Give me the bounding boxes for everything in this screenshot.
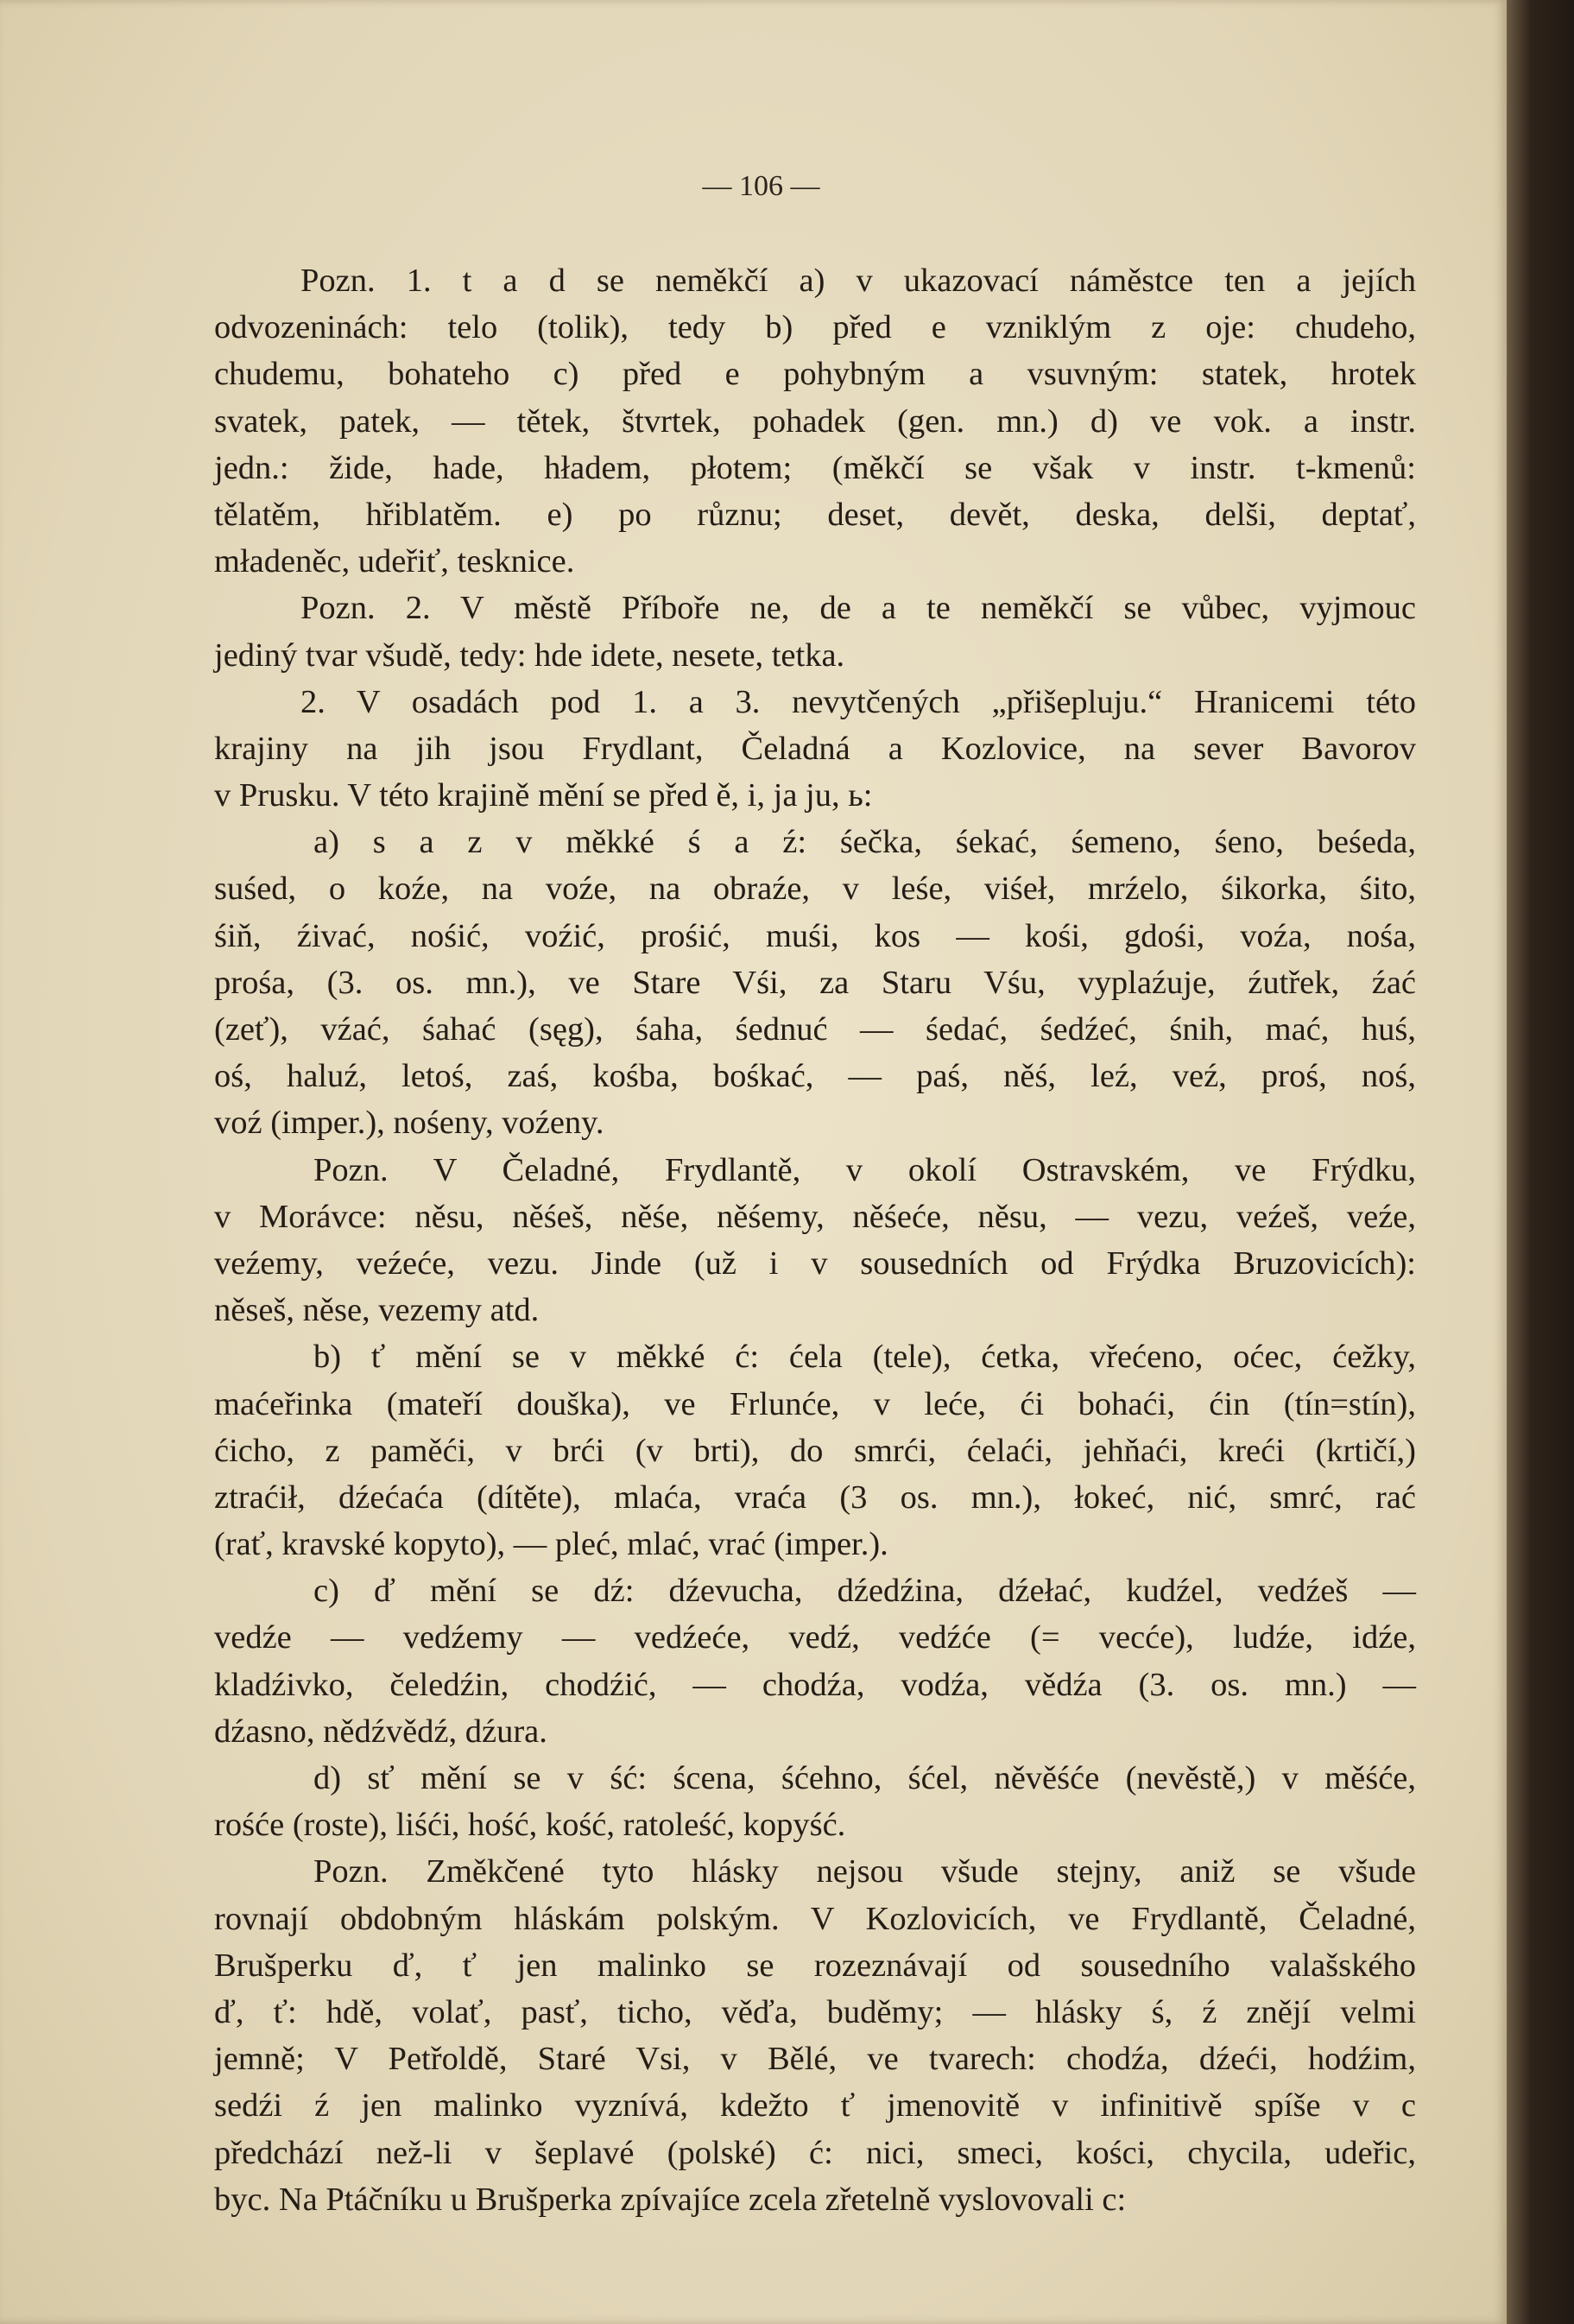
- book-spine: [1507, 0, 1574, 2324]
- text-line: ď, ť: hdě, volať, pasť, ticho, věďa, buděmy; — hlásky ś, ź znějí velmi: [214, 1993, 1416, 2030]
- text-line: rovnají obdobným hláskám polským. V Kozlovicích, ve Frydlantě, Čeladné,: [214, 1900, 1416, 1937]
- text-line: ćicho, z paměći, v brći (v brti), do smrći, ćelaći, jehňaći, kreći (krtičí,): [214, 1432, 1416, 1469]
- text-line: śiň, źivać, nośić, voźić, prośić, muśi, kos — kośi, gdośi, voźa, nośa,: [214, 917, 1416, 954]
- text-line: jemně; V Petřoldě, Staré Vsi, v Bělé, ve tvarech: chodźa, dźeći, hodźim,: [214, 2041, 1416, 2078]
- text-line: voź (imper.), nośeny, voźeny.: [214, 1105, 604, 1142]
- text-line: veźemy, veźeće, vezu. Jinde (už i v sousedních od Frýdka Bruzovicích):: [214, 1244, 1416, 1282]
- text-line: Brušperku ď, ť jen malinko se rozeznávají od sousedního valašského: [214, 1947, 1416, 1984]
- text-line: v Prusku. V této krajině mění se před ě, i, ja ju, ь:: [214, 777, 873, 814]
- text-line: odvozeninách: telo (tolik), tedy b) před e vzniklým z oje: chudeho,: [214, 309, 1416, 346]
- text-line: Pozn. 1. t a d se neměkčí a) v ukazovací náměstce ten a jejích: [300, 263, 1416, 299]
- body-text: [214, 257, 1416, 2223]
- text-line: kladźivko, čeledźin, chodźić, — chodźa, vodźa, vědźa (3. os. mn.) —: [214, 1666, 1416, 1703]
- text-line: předchází než-li v šeplavé (polské) ć: nici, smeci, kości, chycila, udeřic,: [214, 2134, 1416, 2171]
- text-line: c) ď mění se dź: dźevucha, dźedźina, dźełać, kudźel, vedźeš —: [313, 1573, 1416, 1610]
- text-line: dźasno, nědźvědź, dźura.: [214, 1713, 547, 1750]
- text-line: tělatěm, hřiblatěm. e) po různu; deset, devět, deska, delši, deptať,: [214, 496, 1416, 533]
- text-line: Pozn. V Čeladné, Frydlantě, v okolí Ostravském, ve Frýdku,: [313, 1151, 1416, 1188]
- text-line: suśed, o koźe, na voźe, na obraźe, v leśe, viśeł, mrźelo, śikorka, śito,: [214, 871, 1416, 908]
- page-number: — 106 —: [702, 170, 820, 202]
- text-line: mładeněc, udeřiť, tesknice.: [214, 543, 575, 580]
- text-line: (rať, kravské kopyto), — pleć, mlać, vrać (imper.).: [214, 1526, 888, 1563]
- text-line: vedźe — vedźemy — vedźeće, vedź, vedźće (= vecće), ludźe, idźe,: [214, 1619, 1416, 1656]
- text-line: svatek, patek, — tětek, štvrtek, pohadek (gen. mn.) d) ve vok. a instr.: [214, 402, 1416, 440]
- text-line: Pozn. Změkčené tyto hlásky nejsou všude stejny, aniž se všude: [313, 1853, 1416, 1890]
- text-line: chudemu, bohateho c) před e pohybným a vsuvným: statek, hrotek: [214, 356, 1416, 393]
- text-line: rośće (roste), liśći, hość, kość, ratoleść, kopyść.: [214, 1807, 846, 1844]
- text-line: (zeť), vźać, śahać (sęg), śaha, śednuć — śedać, śedźeć, śnih, mać, huś,: [214, 1011, 1416, 1048]
- text-line: sedźi ź jen malinko vyznívá, kdežto ť jmenovitě v infinitivě spíše v c: [214, 2087, 1416, 2125]
- text-line: Pozn. 2. V městě Příboře ne, de a te neměkčí se vůbec, vyjmouc: [300, 590, 1416, 627]
- text-line: oś, haluź, letoś, zaś, kośba, bośkać, — paś, něś, leź, veź, proś, noś,: [214, 1058, 1416, 1095]
- text-line: 2. V osadách pod 1. a 3. nevytčených „přišepluju.“ Hranicemi této: [300, 683, 1416, 720]
- text-line: ztraćił, dźećaća (dítěte), mlaća, vraća (3 os. mn.), łokeć, nić, smrć, rać: [214, 1479, 1416, 1516]
- text-line: byc. Na Ptáčníku u Brušperka zpívajíce zcela zřetelně vyslovovali c:: [214, 2181, 1127, 2218]
- text-line: a) s a z v měkké ś a ź: śečka, śekać, śemeno, śeno, beśeda,: [313, 824, 1416, 861]
- text-line: prośa, (3. os. mn.), ve Stare Vśi, za Staru Vśu, vyplaźuje, źutřek, źać: [214, 964, 1416, 1001]
- text-line: maćeřinka (mateří douška), ve Frlunće, v leće, ći bohaći, ćin (tín=stín),: [214, 1385, 1416, 1422]
- text-line: d) sť mění se v ść: ścena, śćehno, śćel, něvěśće (nevěstě,) v měśće,: [313, 1760, 1416, 1796]
- text-line: b) ť mění se v měkké ć: ćela (tele), ćetka, vřećeno, oćec, ćežky,: [313, 1339, 1416, 1376]
- text-line: v Morávce: něsu, něśeš, něśe, něśemy, něśeće, něsu, — vezu, veźeš, veźe,: [214, 1198, 1416, 1235]
- text-line: jedn.: žide, hade, hładem, płotem; (měkčí se však v instr. t-kmenů:: [214, 449, 1416, 486]
- text-line: jediný tvar všudě, tedy: hde idete, nesete, tetka.: [214, 636, 845, 674]
- text-line: něseš, něse, vezemy atd.: [214, 1292, 540, 1329]
- text-line: krajiny na jih jsou Frydlant, Čeladná a Kozlovice, na sever Bavorov: [214, 730, 1416, 767]
